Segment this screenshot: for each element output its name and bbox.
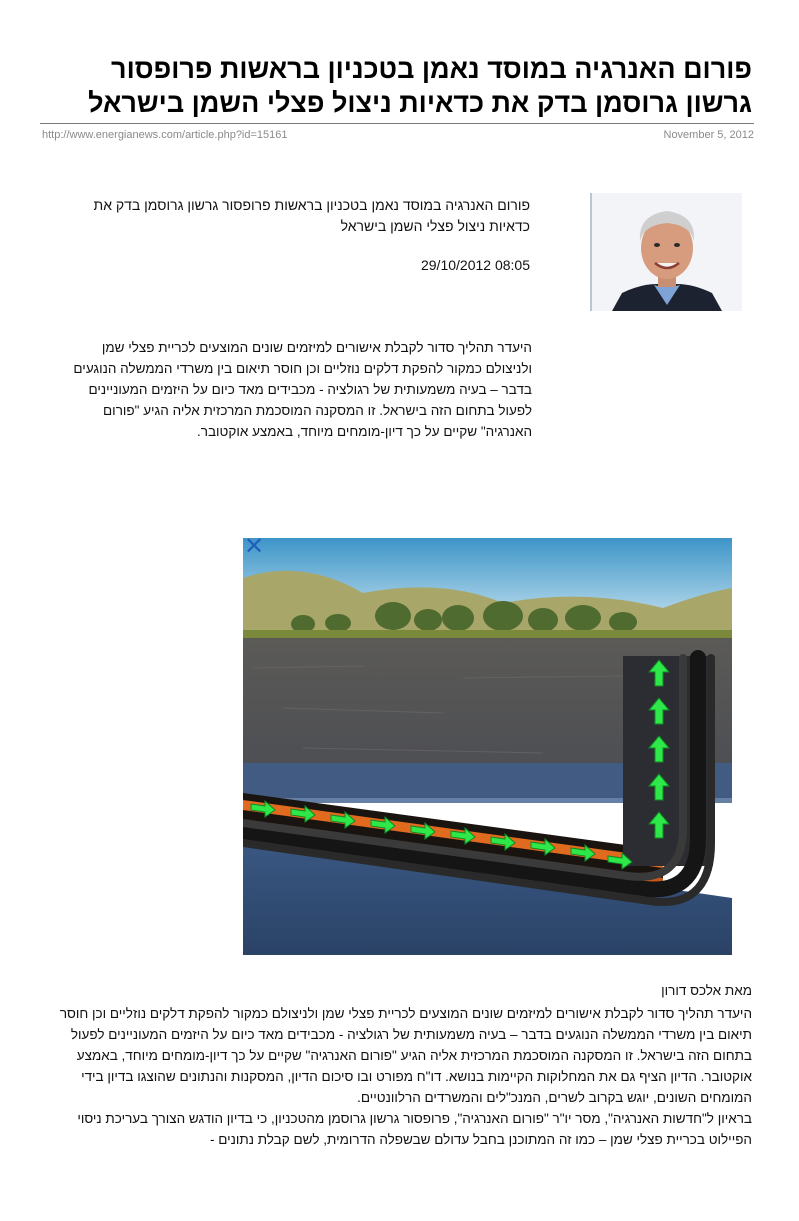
- author-photo: [590, 193, 742, 311]
- lead-title: פורום האנרגיה במוסד נאמן בטכניון בראשות פרופסור גרשון גרוסמן בדק את כדאיות ניצול פצלי השמן בישראל: [93, 197, 530, 234]
- article-summary: היעדר תהליך סדור לקבלת אישורים למיזמים שונים המוצעים לכריית פצלי שמן ולניצולם כמקור להפקת דלקים נוזליים וכן חוסר תיאום בין משרדי הממשלה הנוגעים בדבר – בעיה משמעותית של רגולציה - מכבידים מאד כיום על היזמים המעוניינים לפעול בתחום הזה בישראל. זו המסקנה המוסכמת המרכזית אליה הגיע "פורום האנרגיה" שקיים על כך דיון-מומחים מיוחד, באמצע אוקטובר.: [73, 340, 532, 439]
- body-paragraph: היעדר תהליך סדור לקבלת אישורים למיזמים שונים המוצעים לכריית פצלי שמן ולניצולם כמקור להפקת דלקים נוזליים וכן חוסר תיאום בין משרדי הממשלה הנוגעים בדבר – בעיה משמעותית של רגולציה - מכבידים מאד כיום על היזמים המעוניינים לפעול בתחום הזה בישראל. זו המסקנה המוסכמת המרכזית אליה הגיע "פורום האנרגיה" שקיים על כך דיון-מומחים מיוחד, באמצע אוקטובר. הדיון הציף גם את המחלוקות הקיימות בנושא. דו"ח מפורט ובו סיכום הדיון, המסקנות והנתונים שהוצגו בדיון בידי המומחים השונים, יוגש בקרוב לשרים, המנכ"לים והמשרדים הרלוונטיים.: [59, 1006, 752, 1105]
- published-time: 08:05 29/10/2012: [420, 257, 530, 273]
- close-icon[interactable]: ✕: [243, 533, 265, 560]
- byline: מאת אלכס דורון: [661, 983, 752, 998]
- article-headline: פורום האנרגיה במוסד נאמן בטכניון בראשות פרופסור גרשון גרוסמן בדק את כדאיות ניצול פצלי השמן בישראל: [88, 54, 752, 118]
- article-body: [40, 1003, 752, 1150]
- fracking-illustration: [243, 533, 732, 955]
- article-url[interactable]: http://www.energianews.com/article.php?id=15161: [42, 129, 288, 141]
- header-divider: [40, 123, 754, 124]
- print-date: November 5, 2012: [663, 129, 754, 141]
- body-paragraph: בראיון ל"חדשות האנרגיה", מסר יו"ר "פורום האנרגיה", פרופסור גרשון גרוסמן מהטכניון, כי בדיון הודגש הצורך בעריכת ניסוי הפיילוט בכריית פצלי שמן – כמו זה המתוכנן בחבל עדולם שבשפלה הדרומית, לשם קבלת נתונים -: [77, 1111, 752, 1147]
